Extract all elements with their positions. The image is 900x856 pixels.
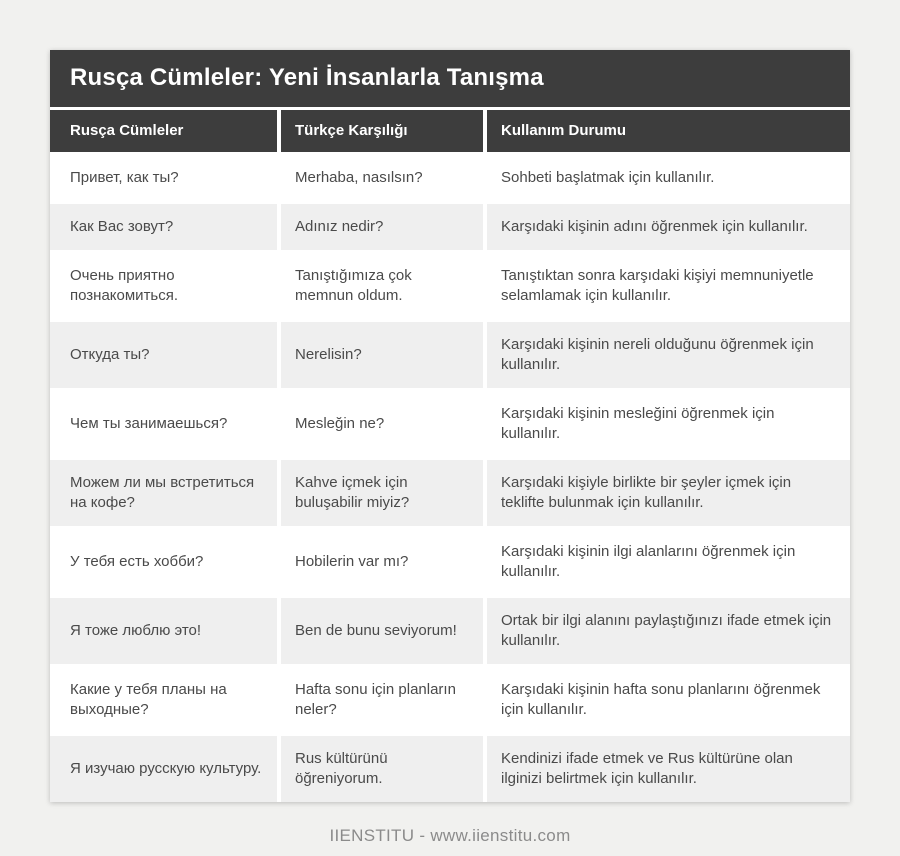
russian-phrase-cell: Чем ты занимаешься? bbox=[50, 391, 277, 457]
russian-phrase-cell: Можем ли мы встретиться на кофе? bbox=[50, 460, 277, 526]
turkish-translation-cell: Ben de bunu seviyorum! bbox=[281, 598, 483, 664]
column-header-usage: Kullanım Durumu bbox=[487, 110, 850, 152]
russian-phrase-cell: Как Вас зовут? bbox=[50, 204, 277, 250]
turkish-translation-cell: Nerelisin? bbox=[281, 322, 483, 388]
usage-description-cell: Tanıştıktan sonra karşıdaki kişiyi memnuniyetle selamlamak için kullanılır. bbox=[487, 253, 850, 319]
column-header-russian: Rusça Cümleler bbox=[50, 110, 277, 152]
russian-phrase-cell: У тебя есть хобби? bbox=[50, 529, 277, 595]
russian-phrase-cell: Очень приятно познакомиться. bbox=[50, 253, 277, 319]
usage-description-cell: Sohbeti başlatmak için kullanılır. bbox=[487, 155, 850, 201]
russian-phrase-cell: Какие у тебя планы на выходные? bbox=[50, 667, 277, 733]
turkish-translation-cell: Merhaba, nasılsın? bbox=[281, 155, 483, 201]
phrase-table bbox=[50, 110, 850, 802]
turkish-translation-cell: Hafta sonu için planların neler? bbox=[281, 667, 483, 733]
russian-phrase-cell: Я тоже люблю это! bbox=[50, 598, 277, 664]
usage-description-cell: Karşıdaki kişinin hafta sonu planlarını öğrenmek için kullanılır. bbox=[487, 667, 850, 733]
turkish-translation-cell: Kahve içmek için buluşabilir miyiz? bbox=[281, 460, 483, 526]
russian-phrase-cell: Откуда ты? bbox=[50, 322, 277, 388]
footer-credit: IIENSTITU - www.iienstitu.com bbox=[329, 826, 571, 845]
usage-description-cell: Karşıdaki kişiyle birlikte bir şeyler içmek için teklifte bulunmak için kullanılır. bbox=[487, 460, 850, 526]
russian-phrase-cell: Привет, как ты? bbox=[50, 155, 277, 201]
phrase-table-card bbox=[50, 50, 850, 802]
russian-phrase-cell: Я изучаю русскую культуру. bbox=[50, 736, 277, 802]
usage-description-cell: Karşıdaki kişinin nereli olduğunu öğrenmek için kullanılır. bbox=[487, 322, 850, 388]
usage-description-cell: Karşıdaki kişinin adını öğrenmek için kullanılır. bbox=[487, 204, 850, 250]
usage-description-cell: Karşıdaki kişinin ilgi alanlarını öğrenmek için kullanılır. bbox=[487, 529, 850, 595]
turkish-translation-cell: Adınız nedir? bbox=[281, 204, 483, 250]
turkish-translation-cell: Mesleğin ne? bbox=[281, 391, 483, 457]
turkish-translation-cell: Hobilerin var mı? bbox=[281, 529, 483, 595]
usage-description-cell: Ortak bir ilgi alanını paylaştığınızı ifade etmek için kullanılır. bbox=[487, 598, 850, 664]
usage-description-cell: Karşıdaki kişinin mesleğini öğrenmek için kullanılır. bbox=[487, 391, 850, 457]
column-header-turkish: Türkçe Karşılığı bbox=[281, 110, 483, 152]
page-title: Rusça Cümleler: Yeni İnsanlarla Tanışma bbox=[50, 50, 850, 107]
turkish-translation-cell: Rus kültürünü öğreniyorum. bbox=[281, 736, 483, 802]
usage-description-cell: Kendinizi ifade etmek ve Rus kültürüne olan ilginizi belirtmek için kullanılır. bbox=[487, 736, 850, 802]
turkish-translation-cell: Tanıştığımıza çok memnun oldum. bbox=[281, 253, 483, 319]
